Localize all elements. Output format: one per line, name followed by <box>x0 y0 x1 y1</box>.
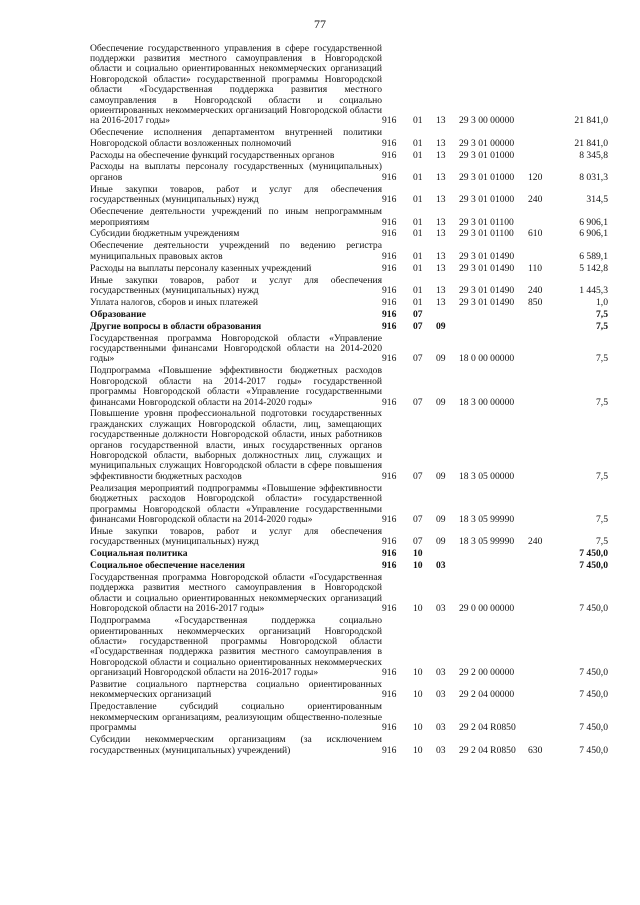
section-code: 01 <box>413 296 423 308</box>
subsection-code: 13 <box>436 284 446 296</box>
expense-type-code <box>528 679 552 701</box>
row-name: Государственная программа Новгородской области «Управление государственными финансами Новгородской области на 2014-2020 годы» <box>90 332 382 365</box>
table-row <box>90 320 608 332</box>
target-article-code: 29 3 01 01100 <box>459 216 514 228</box>
ved-code: 916 <box>382 396 397 408</box>
expense-type-code <box>528 127 552 149</box>
target-article-code: 29 3 01 01490 <box>459 262 515 274</box>
row-name: Иные закупки товаров, работ и услуг для обеспечения государственных (муниципальных) нужд <box>90 525 382 548</box>
subsection-code: 09 <box>436 536 446 548</box>
page-number: 77 <box>314 17 326 31</box>
table-row <box>90 365 608 408</box>
expense-type-code: 240 <box>528 284 543 296</box>
row-name: Государственная программа Новгородской области «Государственная поддержка развития местного самоуправления в Новгородской области и социально ориентированных некоммерческих организаций Новгородской области на 2016-2017 годы» <box>90 572 382 615</box>
subsection-code: 09 <box>436 396 446 408</box>
amount: 8 345,8 <box>579 149 608 161</box>
ved-code: 916 <box>382 296 397 308</box>
amount: 314,5 <box>586 194 608 206</box>
subsection-code: 03 <box>436 722 446 734</box>
row-name: Иные закупки товаров, работ и услуг для обеспечения государственных (муниципальных) нужд <box>90 274 382 296</box>
table-row <box>90 161 608 183</box>
target-article-code <box>459 548 528 560</box>
section-code: 07 <box>413 536 423 548</box>
subsection-code: 13 <box>436 250 446 262</box>
amount: 6 906,1 <box>579 228 608 240</box>
table-row <box>90 274 608 296</box>
table-row <box>90 679 608 701</box>
row-name: Расходы на обеспечение функций государственных органов <box>90 149 335 161</box>
expense-type-code <box>528 365 552 408</box>
table-row <box>90 42 608 127</box>
table-row <box>90 548 608 560</box>
subsection-code: 13 <box>436 137 446 149</box>
ved-code: 916 <box>382 308 397 320</box>
table-row <box>90 206 608 228</box>
expense-type-code <box>528 149 552 161</box>
target-article-code: 29 2 04 00000 <box>459 689 515 701</box>
target-article-code: 18 3 05 99990 <box>459 513 515 525</box>
row-name: Социальное обеспечение населения <box>90 560 245 572</box>
section-code: 10 <box>413 548 423 560</box>
amount: 7 450,0 <box>579 722 608 734</box>
section-code: 10 <box>413 744 423 756</box>
target-article-code: 29 3 01 01000 <box>459 149 515 161</box>
target-article-code: 29 3 01 01490 <box>459 250 515 262</box>
amount: 6 906,1 <box>579 216 608 228</box>
table-row <box>90 734 608 756</box>
section-code: 10 <box>413 689 423 701</box>
ved-code: 916 <box>382 216 397 228</box>
section-code: 07 <box>413 320 423 332</box>
table-row <box>90 482 608 525</box>
amount: 1,0 <box>596 296 608 308</box>
expense-type-code <box>528 320 552 332</box>
subsection-code <box>436 548 459 560</box>
expense-type-code: 850 <box>528 296 543 308</box>
row-name: Предоставление субсидий социально ориентированным некоммерческим организациям, реализующим общественно-полезные программы <box>90 701 382 734</box>
expense-type-code <box>528 560 552 572</box>
target-article-code: 18 0 00 00000 <box>459 353 515 365</box>
target-article-code: 18 3 00 00000 <box>459 396 515 408</box>
amount: 7 450,0 <box>579 744 608 756</box>
amount: 7,5 <box>596 513 608 525</box>
section-code: 10 <box>413 560 423 572</box>
ved-code: 916 <box>382 137 397 149</box>
ved-code: 916 <box>382 560 397 572</box>
row-name: Социальная политика <box>90 548 188 560</box>
section-code: 01 <box>413 149 423 161</box>
section-code: 01 <box>413 228 423 240</box>
ved-code: 916 <box>382 262 397 274</box>
table-row <box>90 262 608 274</box>
amount: 7 450,0 <box>579 548 608 560</box>
row-name: Обеспечение деятельности учреждений по ведению регистра муниципальных правовых актов <box>90 240 382 262</box>
ved-code: 916 <box>382 513 397 525</box>
row-name: Субсидии бюджетным учреждениям <box>90 228 240 240</box>
section-code: 01 <box>413 250 423 262</box>
section-code: 10 <box>413 722 423 734</box>
table-row <box>90 560 608 572</box>
amount: 7,5 <box>596 470 608 482</box>
section-code: 07 <box>413 308 423 320</box>
ved-code: 916 <box>382 194 397 206</box>
ved-code: 916 <box>382 320 397 332</box>
section-code: 07 <box>413 396 423 408</box>
ved-code: 916 <box>382 689 397 701</box>
table-row <box>90 228 608 240</box>
target-article-code: 29 3 01 00000 <box>459 137 515 149</box>
amount: 21 841,0 <box>574 137 608 149</box>
ved-code: 916 <box>382 667 397 679</box>
expense-type-code: 110 <box>528 262 543 274</box>
ved-code: 916 <box>382 536 397 548</box>
ved-code: 916 <box>382 722 397 734</box>
amount: 8 031,3 <box>579 171 608 183</box>
ved-code: 916 <box>382 548 397 560</box>
section-code: 10 <box>413 667 423 679</box>
target-article-code: 29 2 00 00000 <box>459 667 515 679</box>
subsection-code: 13 <box>436 194 446 206</box>
table-row <box>90 408 608 482</box>
expense-type-code <box>528 482 552 525</box>
row-name: Подпрограмма «Повышение эффективности бюджетных расходов Новгородской области на 2014-2017 годы» государственной программы Новгородской области «Управление государственными финансами Новгородской области на 2014-2020 годы» <box>90 365 382 408</box>
target-article-code: 29 0 00 00000 <box>459 603 515 615</box>
amount: 7,5 <box>596 353 608 365</box>
row-name: Расходы на выплаты персоналу казенных учреждений <box>90 262 312 274</box>
budget-table-body <box>90 42 608 756</box>
section-code: 01 <box>413 284 423 296</box>
row-name: Субсидии некоммерческим организациям (за исключением государственных (муниципальных) учреждений) <box>90 734 382 756</box>
ved-code: 916 <box>382 171 397 183</box>
table-row <box>90 296 608 308</box>
expense-type-code <box>528 408 552 482</box>
row-name: Реализация мероприятий подпрограммы «Повышение эффективности бюджетных расходов Новгородской области» государственной программы Новгородской области «Управление государственными финансами Новгородской области на 2014-2020 годы» <box>90 482 382 525</box>
amount: 21 841,0 <box>574 115 608 127</box>
target-article-code: 29 3 01 01490 <box>459 296 515 308</box>
ved-code: 916 <box>382 250 397 262</box>
target-article-code: 18 3 05 00000 <box>459 470 515 482</box>
amount: 7,5 <box>596 308 608 320</box>
ved-code: 916 <box>382 284 397 296</box>
subsection-code: 13 <box>436 296 446 308</box>
table-row <box>90 240 608 262</box>
subsection-code: 03 <box>436 603 446 615</box>
subsection-code: 13 <box>436 171 446 183</box>
expense-type-code <box>528 206 552 228</box>
section-code: 01 <box>413 194 423 206</box>
ved-code: 916 <box>382 353 397 365</box>
ved-code: 916 <box>382 115 397 127</box>
row-name: Другие вопросы в области образования <box>90 320 262 332</box>
budget-table <box>90 42 608 756</box>
expense-type-code <box>528 308 552 320</box>
section-code: 01 <box>413 137 423 149</box>
ved-code: 916 <box>382 228 397 240</box>
expense-type-code <box>528 42 552 127</box>
expense-type-code: 610 <box>528 228 543 240</box>
table-row <box>90 183 608 205</box>
expense-type-code <box>528 548 552 560</box>
target-article-code: 29 3 01 01490 <box>459 284 515 296</box>
section-code: 01 <box>413 115 423 127</box>
expense-type-code <box>528 240 552 262</box>
expense-type-code: 120 <box>528 171 543 183</box>
amount: 5 142,8 <box>579 262 608 274</box>
subsection-code: 13 <box>436 228 446 240</box>
subsection-code: 13 <box>436 115 446 127</box>
target-article-code: 29 3 01 01000 <box>459 194 515 206</box>
table-row <box>90 308 608 320</box>
target-article-code: 18 3 05 99990 <box>459 536 515 548</box>
table-row <box>90 572 608 615</box>
target-article-code: 29 3 01 01000 <box>459 171 515 183</box>
target-article-code: 29 3 00 00000 <box>459 115 515 127</box>
amount: 7,5 <box>596 396 608 408</box>
section-code: 01 <box>413 171 423 183</box>
amount: 6 589,1 <box>579 250 608 262</box>
ved-code: 916 <box>382 603 397 615</box>
subsection-code <box>436 308 459 320</box>
row-name: Обеспечение исполнения департаментом внутренней политики Новгородской области возложенных полномочий <box>90 127 382 149</box>
section-code: 07 <box>413 513 423 525</box>
ved-code: 916 <box>382 470 397 482</box>
row-name: Обеспечение государственного управления в сфере государственной поддержки развития местного самоуправления в Новгородской области и социально ориентированных некоммерческих организаций Новгородской области» государственной программы Новгородской области «Государственная поддержка развития местного самоуправления в Новгородской области и социально ориентированных некоммерческих организаций Новгородской области на 2016-2017 годы» <box>90 42 382 127</box>
expense-type-code: 240 <box>528 536 543 548</box>
amount: 7 450,0 <box>579 689 608 701</box>
section-code: 01 <box>413 216 423 228</box>
target-article-code: 29 2 04 R0850 <box>459 744 516 756</box>
row-name: Расходы на выплаты персоналу государственных (муниципальных) органов <box>90 161 382 183</box>
row-name: Образование <box>90 308 147 320</box>
subsection-code: 09 <box>436 320 446 332</box>
table-row <box>90 332 608 365</box>
expense-type-code <box>528 332 552 365</box>
subsection-code: 09 <box>436 513 446 525</box>
target-article-code: 29 3 01 01100 <box>459 228 514 240</box>
subsection-code: 09 <box>436 353 446 365</box>
amount: 7 450,0 <box>579 667 608 679</box>
amount: 7,5 <box>596 536 608 548</box>
subsection-code: 13 <box>436 216 446 228</box>
expense-type-code: 240 <box>528 194 543 206</box>
expense-type-code <box>528 615 552 679</box>
section-code: 07 <box>413 470 423 482</box>
target-article-code: 29 2 04 R0850 <box>459 722 516 734</box>
row-name: Повышение уровня профессиональной подготовки государственных гражданских служащих Новгородской области, лиц, замещающих государственные должности Новгородской области, иных работников органов государственной власти, иных государственных органов Новгородской области, выборных должностных лиц, служащих и муниципальных служащих Новгородской области в сфере повышения эффективности бюджетных расходов <box>90 408 382 482</box>
table-row <box>90 127 608 149</box>
amount: 7,5 <box>596 320 608 332</box>
section-code: 10 <box>413 603 423 615</box>
subsection-code: 03 <box>436 689 446 701</box>
table-row <box>90 615 608 679</box>
row-name: Иные закупки товаров, работ и услуг для обеспечения государственных (муниципальных) нужд <box>90 183 382 206</box>
section-code: 01 <box>413 262 423 274</box>
row-name: Подпрограмма «Государственная поддержка социально ориентированных некоммерческих организаций Новгородской области» государственной программы Новгородской области «Государственная поддержка развития местного самоуправления в Новгородской области и социально ориентированных некоммерческих организаций Новгородской области на 2016-2017 годы» <box>90 615 382 679</box>
amount: 7 450,0 <box>579 603 608 615</box>
expense-type-code <box>528 701 552 734</box>
subsection-code: 03 <box>436 667 446 679</box>
subsection-code: 13 <box>436 149 446 161</box>
expense-type-code <box>528 572 552 615</box>
table-row <box>90 701 608 734</box>
table-row <box>90 149 608 161</box>
section-code: 07 <box>413 353 423 365</box>
ved-code: 916 <box>382 149 397 161</box>
table-row <box>90 525 608 547</box>
ved-code: 916 <box>382 744 397 756</box>
row-name: Уплата налогов, сборов и иных платежей <box>90 296 259 308</box>
target-article-code <box>459 560 528 572</box>
subsection-code: 13 <box>436 262 446 274</box>
subsection-code: 09 <box>436 470 446 482</box>
amount: 7 450,0 <box>579 560 608 572</box>
target-article-code <box>459 308 528 320</box>
target-article-code <box>459 320 528 332</box>
subsection-code: 03 <box>436 560 446 572</box>
subsection-code: 03 <box>436 744 446 756</box>
amount: 1 445,3 <box>579 284 608 296</box>
row-name: Развитие социального партнерства социально ориентированных некоммерческих организаций <box>90 679 382 701</box>
row-name: Обеспечение деятельности учреждений по иным непрограммным мероприятиям <box>90 206 382 228</box>
expense-type-code: 630 <box>528 744 543 756</box>
